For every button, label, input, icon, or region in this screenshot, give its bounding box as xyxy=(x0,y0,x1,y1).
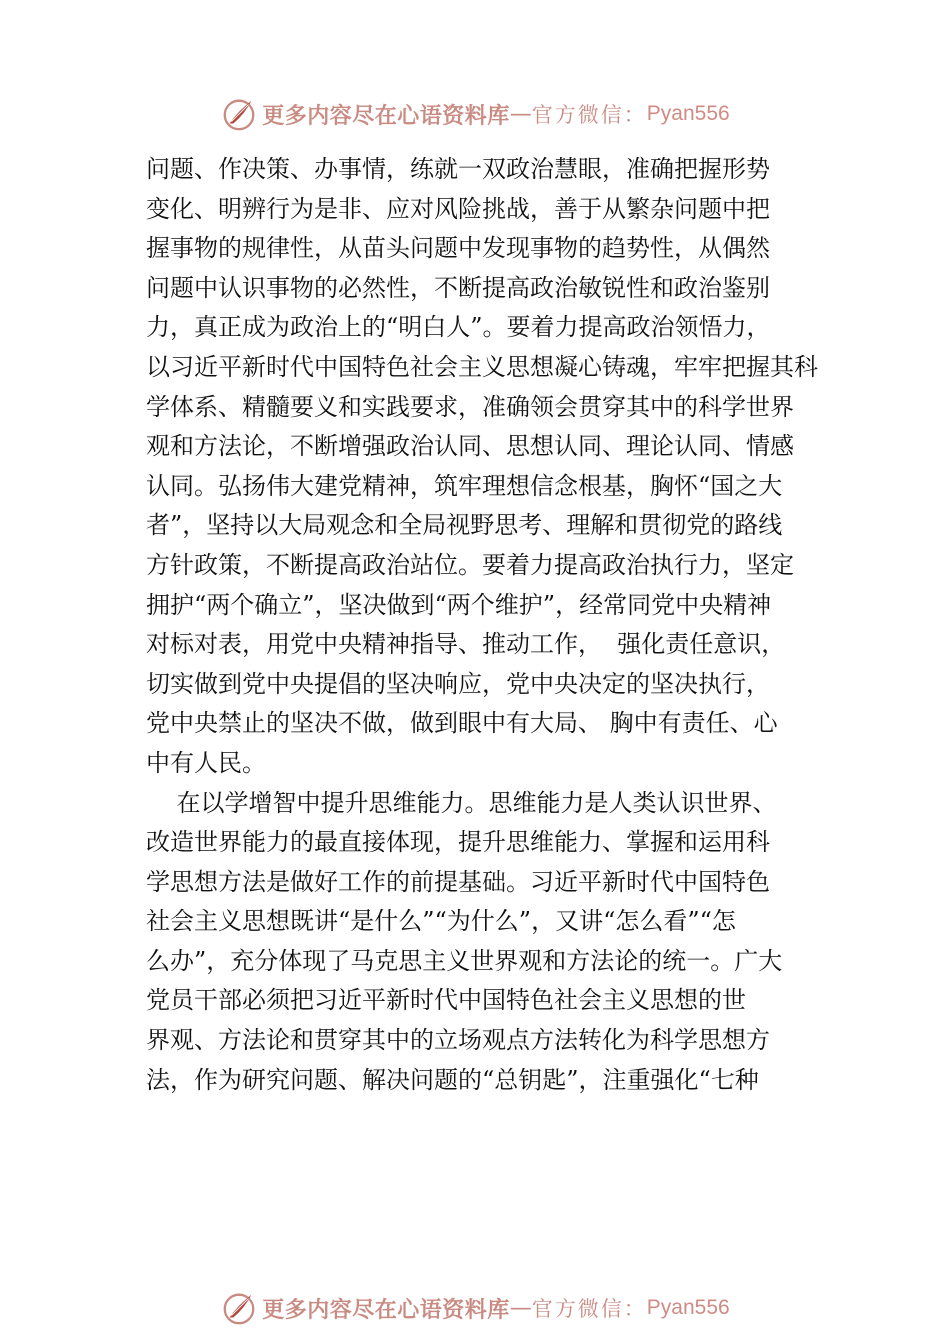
text-line: 社会主义思想既讲“是什么”“为什么”，又讲“怎么看”“怎 xyxy=(146,907,736,936)
text-line: 法，作为研究问题、解决问题的“总钥匙”，注重强化“七种 xyxy=(146,1065,759,1094)
text-line: 者”，坚持以大局观念和全局视野思考、理解和贯彻党的路线 xyxy=(146,511,783,540)
text-line: 以习近平新时代中国特色社会主义思想凝心铸魂，牢牢把握其科 xyxy=(146,352,818,381)
paragraph-start-line: 在以学增智中提升思维能力。思维能力是人类认识世界、 xyxy=(146,788,777,817)
text-line: 切实做到党中央提倡的坚决响应，党中央决定的坚决执行， xyxy=(146,669,770,698)
text-line: 改造世界能力的最直接体现，提升思维能力、掌握和运用科 xyxy=(146,828,770,857)
text-line: 变化、明辨行为是非、应对风险挑战，善于从繁杂问题中把 xyxy=(146,194,770,223)
text-line: 认同。弘扬伟大建党精神，筑牢理想信念根基，胸怀“国之大 xyxy=(146,471,783,500)
header-watermark xyxy=(0,92,950,136)
watermark-wechat-id: Pyan556 xyxy=(646,1296,730,1319)
text-line: 问题、作决策、办事情，练就一双政治慧眼，准确把握形势 xyxy=(146,155,770,183)
text-line: 界观、方法论和贯穿其中的立场观点方法转化为科学思想方 xyxy=(146,1026,770,1055)
text-line: 观和方法论，不断增强政治认同、思想认同、理论认同、情感 xyxy=(146,432,794,461)
watermark-brand: 更多内容尽在心语资料库 xyxy=(262,102,510,129)
text-line: 党员干部必须把习近平新时代中国特色社会主义思想的世 xyxy=(146,986,746,1015)
text-line: 中有人民。 xyxy=(146,748,266,777)
text-line: 学思想方法是做好工作的前提基础。习近平新时代中国特色 xyxy=(146,867,770,896)
text-line: 对标对表，用党中央精神指导、推动工作， 强化责任意识， xyxy=(146,630,786,659)
quill-logo-icon xyxy=(220,95,258,133)
text-line: 问题中认识事物的必然性，不断提高政治敏锐性和政治鉴别 xyxy=(146,273,770,302)
watermark-brand: 更多内容尽在心语资料库 xyxy=(262,1296,510,1323)
watermark-separator: — xyxy=(509,1295,532,1321)
text-line: 学体系、精髓要义和实践要求，准确领会贯穿其中的科学世界 xyxy=(146,392,794,421)
document-body xyxy=(146,150,836,1100)
footer-watermark xyxy=(0,1286,950,1330)
text-line: 党中央禁止的坚决不做，做到眼中有大局、 胸中有责任、心 xyxy=(146,709,778,738)
text-line: 么办”，充分体现了马克思主义世界观和方法论的统一。广大 xyxy=(146,946,783,975)
watermark-wechat-label: 官方微信： xyxy=(531,1297,647,1321)
text-line: 力，真正成为政治上的“明白人”。要着力提高政治领悟力， xyxy=(146,313,771,342)
text-line: 方针政策，不断提高政治站位。要着力提高政治执行力，坚定 xyxy=(146,550,794,579)
text-line: 拥护“两个确立”，坚决做到“两个维护”，经常同党中央精神 xyxy=(146,590,772,619)
text-line: 握事物的规律性，从苗头问题中发现事物的趋势性，从偶然 xyxy=(146,234,770,263)
watermark-wechat-label: 官方微信： xyxy=(531,103,647,127)
quill-logo-icon xyxy=(220,1289,258,1327)
watermark-separator: — xyxy=(509,101,532,127)
watermark-wechat-id: Pyan556 xyxy=(646,102,730,125)
